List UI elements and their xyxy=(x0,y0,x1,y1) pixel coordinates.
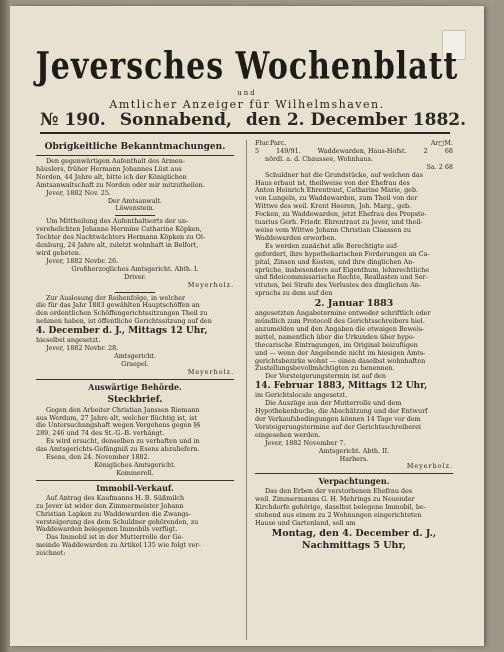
notice-line: den ordentlichen Schöffengerichtssitzungen Theil zu xyxy=(36,310,208,318)
para-line: Waddewarden erworben. xyxy=(255,234,337,242)
para-line: Der Versteigerungstermin ist auf den xyxy=(265,373,386,381)
notice-signer: Driver. xyxy=(124,272,146,281)
para-line: Hypothekenbuche, die Abschätzung und der Entwurf xyxy=(255,408,428,416)
para-line: Focken, zu Waddewarden, jetzt Ehefrau des Propste- xyxy=(255,211,427,219)
notice-line: versteigerung des dem Schuldner gehörenden, zu xyxy=(36,518,199,526)
para-line: Anton Heinrich Ehrentraut, Catharine Marie, geb. xyxy=(255,187,419,195)
cell-desc: Waddewarden, Haus-Hofst. xyxy=(317,146,407,155)
separator xyxy=(115,292,155,293)
para-line: pital, Zinsen und Kosten, und ihre dinglichen An- xyxy=(255,258,415,266)
notice-line: Gegen den Arbeiter Christian Janssen Riemann xyxy=(46,406,200,414)
notice-1 xyxy=(36,158,234,213)
para-line: von Lungeln, zu Waddewarden, zum Theil von der xyxy=(255,195,418,203)
newspaper-title: Jeversches Wochenblatt xyxy=(35,44,459,89)
notice-line: Esens, den 24. November 1882. xyxy=(46,454,150,462)
notice-line: aus Werdum, 27 Jahre alt, welcher flüchtig ist, ist xyxy=(36,414,197,422)
para-line: Zustellungsbevollmächtigten zu benennen. xyxy=(255,365,395,373)
para-line: gefordert, ihre hypothekarischen Forderungen an Ca- xyxy=(255,250,430,258)
auction-date: 14. Februar 1883, Mittags 12 Uhr, xyxy=(255,381,428,392)
para-line: angesetzten Angabetermine entweder schriftlich oder xyxy=(255,310,431,318)
notice-office: Großherzogliches Amtsgericht. Abth. I. xyxy=(71,264,199,273)
right-column xyxy=(255,140,453,552)
lease-time: Nachmittags 5 Uhr, xyxy=(301,539,407,551)
issue-weekday: Sonnabend, xyxy=(119,110,232,130)
cell-ar: 2 xyxy=(423,146,428,155)
notice-line: meinde Waddewarden zu Artikel 135 wie folgt ver- xyxy=(36,542,201,550)
para-line: Kirchdorfe gehörige, daselbst belegene Immobil, be- xyxy=(255,504,426,512)
para-4 xyxy=(255,392,453,471)
notice-clerk: Meyerholz. xyxy=(187,367,234,376)
section-heading-official: Obrigkeitliche Bekanntmachungen. xyxy=(44,142,226,152)
notice-signer: Löwenstein. xyxy=(115,204,155,213)
column-divider xyxy=(246,140,247,640)
col-ar: Ar xyxy=(430,139,439,147)
notice-line: nehmen haben, ist öffentliche Gerichtssitzung auf den xyxy=(36,318,212,326)
section-heading-lease: Verpachtungen. xyxy=(318,476,390,487)
notice-line: Jever, 1882 Novbr. 28. xyxy=(46,345,119,353)
section-subheading-warrant: Steckbrief. xyxy=(107,394,163,405)
cell-qm: 68 xyxy=(444,146,453,155)
col-parc: Parc. xyxy=(269,139,287,147)
issue-number: № 190. xyxy=(40,110,106,130)
section-rule xyxy=(36,480,234,481)
section-heading-external: Auswärtige Behörde. xyxy=(88,381,182,392)
parcel-table-row xyxy=(255,148,453,156)
separator xyxy=(115,215,155,216)
notice-line: 289, 246 und 74 des St.-G.-B. verhängt. xyxy=(36,430,165,438)
notice-signer: Kommerell. xyxy=(116,468,154,477)
notice-line: hieselbst angesetzt. xyxy=(36,337,101,345)
masthead-und: und xyxy=(237,89,257,97)
para-line: im Gerichtslocale angesetzt. xyxy=(255,392,348,400)
para-line: und fideicommissarische Rechte, Reallasten und Ser- xyxy=(255,274,428,282)
para-line: Die Auszüge aus der Mutterrolle und dem xyxy=(265,400,402,408)
newspaper-subtitle: Amtlicher Anzeiger für Wilhelmshaven. xyxy=(109,98,385,111)
section-rule xyxy=(255,473,453,474)
notice-5 xyxy=(36,495,234,558)
hearing-date: 2. Januar 1883 xyxy=(314,298,394,310)
notice-line: Das Immobil ist in der Mutterrolle der Ge- xyxy=(46,534,184,542)
para-line: anzumelden und den Angaben die etwaigen Beweis- xyxy=(255,325,425,333)
newspaper-page[interactable] xyxy=(10,6,484,646)
parcel-table-desc: nördl. a. d. Chaussee, Wohnhaus. xyxy=(265,155,373,163)
para-line: spruchs zu dem auf den xyxy=(255,290,333,298)
notice-2 xyxy=(36,218,234,289)
notice-line: Auf Antrag des Kaufmanns H. B. Süßmilch xyxy=(46,494,185,502)
para-3 xyxy=(255,310,453,381)
para-line: tuarius Gerh. Friedr. Ehrentraut zu Jever, und theil- xyxy=(255,219,423,227)
notice-line: die Untersuchungshaft wegen Vergehens gegen §§ xyxy=(36,422,201,430)
notice-line: Es wird ersucht, denselben zu verhaften und in xyxy=(46,438,200,446)
notice-line: Den gegenwärtigen Aufenthalt des Armen- xyxy=(46,158,185,165)
notice-line: Amtsanwaltschaft zu Norden oder mir mitzutheilen. xyxy=(36,181,205,189)
notice-office: Amtsgericht. xyxy=(114,351,156,360)
notice-line: Jever, 1882 Nov. 25. xyxy=(46,189,111,197)
issue-line xyxy=(40,110,467,134)
para-line: mündlich zum Protocoll des Gerichtsschreibers hiel. xyxy=(255,318,425,326)
notice-line: wird gebeten. xyxy=(36,249,81,257)
para-line: und — wenn der Angebende nicht im hiesigen Amts- xyxy=(255,349,426,357)
para-line: stehend aus einem zu 2 Wohnungen eingerichteten xyxy=(255,512,422,520)
para-clerk: Meyerholz. xyxy=(406,462,453,471)
notice-4 xyxy=(36,407,234,478)
para-line: thecarische Eintragungen, im Original beizufügen xyxy=(255,341,418,349)
notice-line: Waddewarden belegenen Immobils verfügt. xyxy=(36,526,178,534)
notice-line: die für das Jahr 1883 gewählten Hauptschöffen an xyxy=(36,302,200,310)
para-line: eingesehen werden. xyxy=(255,431,321,439)
para-line: mittel, namentlich über die Urkunden über hypo- xyxy=(255,333,415,341)
notice-line: verehelichten Johanne Hermine Catharine Köpken, xyxy=(36,226,202,234)
notice-line: Norden, 44 Jahre alt, bitte ich der Königlichen xyxy=(36,173,187,181)
para-1 xyxy=(255,172,453,243)
notice-line: Tochter des Nachtwächters Hermann Köpken zu Ol- xyxy=(36,234,206,242)
cell-flur: 5 xyxy=(255,146,260,155)
notice-line: Christian Lapken zu Waddewarden die Zwangs- xyxy=(36,510,191,518)
para-office: Amtsgericht. Abth. II. xyxy=(318,446,390,455)
para-signer: Harbers. xyxy=(339,454,369,463)
notice-line: zeichnet: xyxy=(36,550,66,558)
notice-3 xyxy=(36,295,234,377)
notice-line: Um Mittheilung des Aufenthaltsorts der un- xyxy=(46,218,189,226)
notice-date: 4. December d. J., Mittags 12 Uhr, xyxy=(36,326,208,337)
section-rule xyxy=(36,155,234,156)
issue-date: den 2. December 1882. xyxy=(245,110,467,130)
col-qm: □M. xyxy=(438,139,453,147)
notice-line: zu Jever ist wider den Zimmermeister Johann xyxy=(36,502,184,510)
para-line: Versteigerungstermine auf der Gerichtsschreiberei xyxy=(255,423,421,431)
section-rule xyxy=(36,379,234,380)
parcel-table-sum: Sa. 2 68 xyxy=(426,162,453,171)
para-line: sprüche, insbesondere auf Eigenthum, lehnrechtliche xyxy=(255,266,430,274)
notice-office: Der Amtsanwalt. xyxy=(107,196,163,205)
para-line: weise vom Wittwe Johann Christian Claassen zu xyxy=(255,226,411,234)
notice-line: das Amtsgerichts-Gefängniß zu Esens abzuliefern. xyxy=(36,446,200,454)
notice-line: häuslers, früher Hermann Johannes Lüst aus xyxy=(36,165,182,173)
para-line: Das den Erben der verstorbenen Ehefrau des xyxy=(265,488,413,496)
para-line: Wittwe des weil. Krent Heeren, Joh. Marg., geb. xyxy=(255,203,412,211)
lease-date: Montag, den 4. December d. J., xyxy=(271,527,437,539)
para-line: gerichtsbezirke wohnt — einen daselbst wohnhaften xyxy=(255,357,426,365)
notice-line: denburg, 24 Jahre alt, zuletzt wohnhaft in Belfort, xyxy=(36,242,199,250)
notice-line: Zur Auslosung der Reihenfolge, in welcher xyxy=(46,294,185,302)
para-line: Haus erbaut ist, theilweise von der Ehefrau des xyxy=(255,179,410,187)
para-line: Es werden zunächst alle Berechtigte auf- xyxy=(265,242,399,250)
notice-office: Königliches Amtsgericht. xyxy=(94,461,176,469)
para-line: Jever, 1882 November 7. xyxy=(265,439,346,447)
para-line: Schuldner hat die Grundstücke, auf welchen das xyxy=(265,171,423,179)
notice-line: Jever, 1882 Novbr. 26. xyxy=(46,257,119,265)
para-5 xyxy=(255,488,453,528)
para-line: der Verkaufsbedingungen können 14 Tage vor dem xyxy=(255,416,421,423)
para-line: vituten, bei Strafe des Verlustes des dinglichen An- xyxy=(255,282,422,290)
para-2 xyxy=(255,243,453,298)
col-flur: Flur. xyxy=(255,139,270,147)
para-line: Hause und Gartenland, soll am xyxy=(255,519,356,527)
notice-signer: Graepel. xyxy=(121,359,149,368)
left-column xyxy=(36,140,234,558)
section-heading-sale: Immobil-Verkauf. xyxy=(96,482,174,493)
masthead xyxy=(10,44,484,111)
para-line: weil. Zimmermanns G. H. Mehrings zu Neuender xyxy=(255,496,415,504)
notice-clerk: Meyerholz. xyxy=(187,280,234,289)
cell-parc: 149/91. xyxy=(276,146,301,155)
